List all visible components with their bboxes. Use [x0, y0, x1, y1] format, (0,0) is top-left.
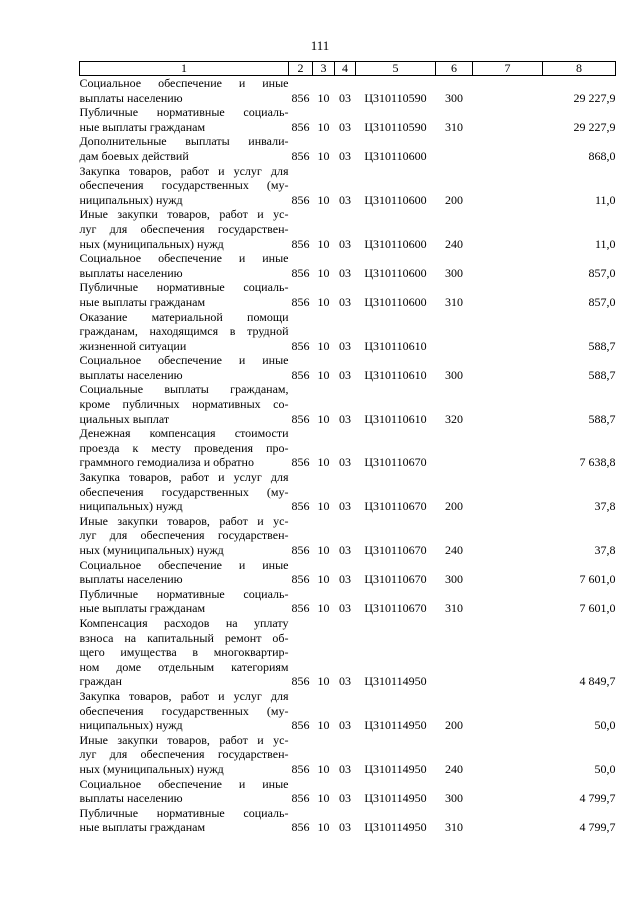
- cell-c6: 310: [445, 820, 463, 835]
- cell-c8: 7 601,0: [579, 601, 616, 616]
- name-line: Закупка товаров, работ и услуг для: [79, 163, 289, 178]
- cell-name: [80, 616, 289, 689]
- table-row: [80, 733, 616, 777]
- table-row: [80, 207, 616, 251]
- name-line: гражданам, находящимся в трудной: [79, 324, 289, 339]
- cell-name: [80, 806, 289, 835]
- cell-c2: 856: [291, 294, 310, 309]
- cell-c8: 50,0: [594, 718, 616, 733]
- name-line: Закупка товаров, работ и услуг для: [79, 688, 289, 703]
- cell-c7: [473, 689, 543, 733]
- name-line: Социальные выплаты гражданам,: [79, 382, 289, 397]
- cell-c5: Ц310110670: [364, 572, 427, 587]
- cell-c7: [473, 76, 543, 106]
- cell-c5: Ц310110600: [364, 236, 427, 251]
- cell-c7: [473, 251, 543, 280]
- cell-name: [80, 251, 289, 280]
- cell-c7: [473, 134, 543, 163]
- cell-c6: 200: [445, 499, 463, 514]
- cell-c7: [473, 353, 543, 382]
- name-line: жизненной ситуации: [79, 338, 187, 353]
- cell-c2: 856: [291, 236, 310, 251]
- name-line: Оказание материальной помощи: [79, 309, 289, 324]
- cell-c8: 4 849,7: [579, 674, 616, 689]
- column-header: 8: [543, 62, 616, 76]
- name-line: Дополнительные выплаты инвали-: [79, 134, 289, 149]
- column-header: 6: [436, 62, 473, 76]
- name-line: Социальное обеспечение и иные: [79, 557, 289, 572]
- table-row: [80, 558, 616, 587]
- cell-c5: Ц310110610: [364, 338, 427, 353]
- cell-c3: 10: [317, 90, 330, 105]
- cell-c8: 4 799,7: [579, 820, 616, 835]
- cell-c5: Ц310114950: [364, 674, 427, 689]
- table-row: [80, 426, 616, 470]
- cell-c3: 10: [317, 820, 330, 835]
- cell-c8: 588,7: [588, 367, 616, 382]
- name-line: выплаты населению: [79, 265, 183, 280]
- budget-table: [79, 61, 616, 835]
- cell-c5: Ц310110600: [364, 148, 427, 163]
- name-line: выплаты населению: [79, 90, 183, 105]
- column-header: 1: [80, 62, 289, 76]
- cell-c8: 11,0: [594, 192, 616, 207]
- name-line: обеспечения государственных (му-: [79, 484, 289, 499]
- table-row: [80, 105, 616, 134]
- cell-name: [80, 689, 289, 733]
- name-line: проезда к месту проведения про-: [79, 440, 289, 455]
- cell-c2: 856: [291, 499, 310, 514]
- cell-c2: 856: [291, 761, 310, 776]
- name-line: Публичные нормативные социаль-: [79, 105, 289, 120]
- cell-c3: 10: [317, 791, 330, 806]
- cell-c4: 03: [339, 265, 351, 280]
- cell-c6: 300: [445, 367, 463, 382]
- cell-c2: 856: [291, 543, 310, 557]
- name-line: выплаты населению: [79, 572, 183, 587]
- cell-c4: 03: [339, 294, 351, 309]
- cell-c4: 03: [339, 338, 351, 353]
- cell-c3: 10: [317, 367, 330, 382]
- name-line: дам боевых действий: [79, 148, 189, 163]
- cell-c3: 10: [317, 499, 330, 514]
- cell-c7: [473, 207, 543, 251]
- name-line: Денежная компенсация стоимости: [79, 426, 289, 441]
- name-line: луг для обеспечения государствен-: [79, 528, 289, 543]
- name-line: ные выплаты гражданам: [79, 119, 206, 134]
- cell-c6: 240: [445, 543, 463, 557]
- name-line: циальных выплат: [79, 411, 170, 426]
- name-line: ном доме отдельным категориям: [79, 659, 289, 674]
- cell-c5: Ц310110590: [364, 90, 427, 105]
- name-line: ниципальных) нужд: [79, 192, 183, 207]
- cell-c5: Ц310110600: [364, 265, 427, 280]
- table-row: [80, 806, 616, 835]
- name-line: Иные закупки товаров, работ и ус-: [79, 513, 289, 528]
- name-line: Иные закупки товаров, работ и ус-: [79, 207, 289, 222]
- cell-c6: [436, 134, 473, 163]
- cell-c6: 320: [445, 411, 463, 426]
- name-line: граждан: [79, 674, 122, 689]
- cell-c8: 29 227,9: [573, 90, 616, 105]
- cell-c8: 7 601,0: [579, 572, 616, 587]
- table-body: [80, 76, 616, 835]
- name-line: ные выплаты гражданам: [79, 820, 206, 835]
- cell-c7: [473, 587, 543, 616]
- name-line: Иные закупки товаров, работ и ус-: [79, 732, 289, 747]
- name-line: луг для обеспечения государствен-: [79, 747, 289, 762]
- cell-c6: [436, 616, 473, 689]
- cell-c5: Ц310114950: [364, 718, 427, 733]
- name-line: Социальное обеспечение и иные: [79, 76, 289, 90]
- cell-c8: 4 799,7: [579, 791, 616, 806]
- cell-c5: Ц310114950: [364, 761, 427, 776]
- cell-c4: 03: [339, 601, 351, 616]
- table-header-row: [80, 62, 616, 76]
- cell-c3: 10: [317, 601, 330, 616]
- cell-c2: 856: [291, 90, 310, 105]
- column-header: 7: [473, 62, 543, 76]
- table-row: [80, 76, 616, 106]
- cell-c7: [473, 105, 543, 134]
- column-header: 4: [335, 62, 356, 76]
- cell-c7: [473, 558, 543, 587]
- cell-c4: 03: [339, 499, 351, 514]
- cell-c2: 856: [291, 572, 310, 587]
- cell-c4: 03: [339, 90, 351, 105]
- cell-c2: 856: [291, 411, 310, 426]
- cell-c3: 10: [317, 572, 330, 587]
- cell-name: [80, 280, 289, 309]
- table-row: [80, 164, 616, 208]
- cell-c7: [473, 310, 543, 354]
- column-header: 5: [356, 62, 436, 76]
- cell-c7: [473, 616, 543, 689]
- name-line: ных (муниципальных) нужд: [79, 761, 224, 776]
- cell-c5: Ц310110670: [364, 455, 427, 470]
- cell-c6: 300: [445, 265, 463, 280]
- cell-c8: 868,0: [588, 148, 616, 163]
- cell-c3: 10: [317, 338, 330, 353]
- cell-name: [80, 310, 289, 354]
- cell-c6: 240: [445, 236, 463, 251]
- cell-c4: 03: [339, 236, 351, 251]
- cell-c6: 300: [445, 791, 463, 806]
- table-row: [80, 587, 616, 616]
- cell-c4: 03: [339, 674, 351, 689]
- table-row: [80, 382, 616, 426]
- cell-c5: Ц310110670: [364, 601, 427, 616]
- cell-c4: 03: [339, 791, 351, 806]
- cell-c5: Ц310110670: [364, 499, 427, 514]
- cell-c4: 03: [339, 367, 351, 382]
- cell-c2: 856: [291, 674, 310, 689]
- cell-c2: 856: [291, 820, 310, 835]
- cell-c6: 310: [445, 294, 463, 309]
- cell-c7: [473, 280, 543, 309]
- cell-c3: 10: [317, 265, 330, 280]
- name-line: Социальное обеспечение и иные: [79, 353, 289, 368]
- name-line: Закупка товаров, работ и услуг для: [79, 470, 289, 485]
- table-row: [80, 280, 616, 309]
- cell-c5: Ц310110610: [364, 411, 427, 426]
- cell-c8: 857,0: [588, 265, 616, 280]
- cell-c4: 03: [339, 718, 351, 733]
- cell-c5: Ц310114950: [364, 791, 427, 806]
- cell-c2: 856: [291, 265, 310, 280]
- cell-name: [80, 164, 289, 208]
- cell-c4: 03: [339, 572, 351, 587]
- table-row: [80, 689, 616, 733]
- cell-name: [80, 134, 289, 163]
- cell-c6: 300: [445, 90, 463, 105]
- name-line: кроме публичных нормативных со-: [79, 397, 289, 412]
- cell-name: [80, 558, 289, 587]
- cell-c8: 11,0: [594, 236, 616, 251]
- cell-name: [80, 207, 289, 251]
- name-line: взноса на капитальный ремонт об-: [79, 630, 289, 645]
- cell-c6: [436, 426, 473, 470]
- cell-c5: Ц310110600: [364, 294, 427, 309]
- cell-c6: 300: [445, 572, 463, 587]
- name-line: ные выплаты гражданам: [79, 601, 206, 616]
- cell-c4: 03: [339, 543, 351, 557]
- cell-c7: [473, 733, 543, 777]
- cell-c4: 03: [339, 820, 351, 835]
- cell-c2: 856: [291, 148, 310, 163]
- cell-c6: 310: [445, 601, 463, 616]
- cell-name: [80, 587, 289, 616]
- cell-name: [80, 353, 289, 382]
- name-line: Компенсация расходов на уплату: [79, 615, 289, 630]
- cell-c4: 03: [339, 455, 351, 470]
- cell-c2: 856: [291, 455, 310, 470]
- table-row: [80, 353, 616, 382]
- cell-c2: 856: [291, 601, 310, 616]
- cell-c5: Ц310110600: [364, 192, 427, 207]
- name-line: Публичные нормативные социаль-: [79, 805, 289, 820]
- cell-c4: 03: [339, 411, 351, 426]
- table-row: [80, 470, 616, 514]
- cell-c3: 10: [317, 543, 330, 557]
- cell-c8: 588,7: [588, 411, 616, 426]
- cell-c3: 10: [317, 674, 330, 689]
- table-row: [80, 251, 616, 280]
- cell-c8: 29 227,9: [573, 119, 616, 134]
- cell-c4: 03: [339, 192, 351, 207]
- cell-c6: 200: [445, 718, 463, 733]
- cell-c2: 856: [291, 192, 310, 207]
- cell-name: [80, 514, 289, 558]
- cell-c2: 856: [291, 338, 310, 353]
- cell-c3: 10: [317, 148, 330, 163]
- cell-c3: 10: [317, 294, 330, 309]
- table-row: [80, 616, 616, 689]
- cell-c5: Ц310110670: [364, 543, 427, 557]
- column-header: 2: [289, 62, 313, 76]
- cell-c4: 03: [339, 119, 351, 134]
- cell-name: [80, 105, 289, 134]
- name-line: Публичные нормативные социаль-: [79, 280, 289, 295]
- table-row: [80, 310, 616, 354]
- cell-c7: [473, 426, 543, 470]
- name-line: обеспечения государственных (му-: [79, 703, 289, 718]
- cell-c7: [473, 777, 543, 806]
- name-line: ниципальных) нужд: [79, 499, 183, 514]
- cell-c3: 10: [317, 411, 330, 426]
- name-line: Социальное обеспечение и иные: [79, 776, 289, 791]
- name-line: граммного гемодиализа и обратно: [79, 455, 254, 470]
- cell-c3: 10: [317, 761, 330, 776]
- cell-c3: 10: [317, 455, 330, 470]
- cell-name: [80, 426, 289, 470]
- name-line: выплаты населению: [79, 791, 183, 806]
- cell-name: [80, 382, 289, 426]
- name-line: ных (муниципальных) нужд: [79, 236, 224, 251]
- cell-c7: [473, 514, 543, 558]
- name-line: Публичные нормативные социаль-: [79, 586, 289, 601]
- cell-c3: 10: [317, 718, 330, 733]
- cell-c2: 856: [291, 367, 310, 382]
- cell-c8: 857,0: [588, 294, 616, 309]
- cell-c3: 10: [317, 236, 330, 251]
- name-line: ниципальных) нужд: [79, 718, 183, 733]
- cell-c8: 7 638,8: [579, 455, 616, 470]
- page-number: 111: [310, 38, 330, 53]
- table-row: [80, 514, 616, 558]
- cell-name: [80, 470, 289, 514]
- cell-c7: [473, 806, 543, 835]
- cell-c3: 10: [317, 192, 330, 207]
- table-row: [80, 134, 616, 163]
- cell-c5: Ц310110590: [364, 119, 427, 134]
- cell-c6: 310: [445, 119, 463, 134]
- cell-c8: 50,0: [594, 761, 616, 776]
- cell-c8: 37,8: [594, 499, 616, 514]
- cell-c7: [473, 164, 543, 208]
- cell-c7: [473, 382, 543, 426]
- cell-c6: 200: [445, 192, 463, 207]
- name-line: ных (муниципальных) нужд: [79, 543, 224, 557]
- cell-c6: [436, 310, 473, 354]
- name-line: ные выплаты гражданам: [79, 294, 206, 309]
- name-line: выплаты населению: [79, 367, 183, 382]
- cell-name: [80, 777, 289, 806]
- cell-c6: 240: [445, 761, 463, 776]
- cell-c5: Ц310114950: [364, 820, 427, 835]
- cell-c8: 37,8: [594, 543, 616, 557]
- cell-name: [80, 733, 289, 777]
- name-line: щего имущества в многоквартир-: [79, 645, 289, 660]
- cell-c5: Ц310110610: [364, 367, 427, 382]
- cell-c8: 588,7: [588, 338, 616, 353]
- cell-c4: 03: [339, 761, 351, 776]
- cell-c2: 856: [291, 718, 310, 733]
- name-line: Социальное обеспечение и иные: [79, 251, 289, 266]
- cell-c2: 856: [291, 791, 310, 806]
- table-row: [80, 777, 616, 806]
- cell-c3: 10: [317, 119, 330, 134]
- name-line: обеспечения государственных (му-: [79, 178, 289, 193]
- cell-c2: 856: [291, 119, 310, 134]
- cell-name: [80, 76, 289, 106]
- name-line: луг для обеспечения государствен-: [79, 221, 289, 236]
- cell-c4: 03: [339, 148, 351, 163]
- column-header: 3: [313, 62, 335, 76]
- cell-c7: [473, 470, 543, 514]
